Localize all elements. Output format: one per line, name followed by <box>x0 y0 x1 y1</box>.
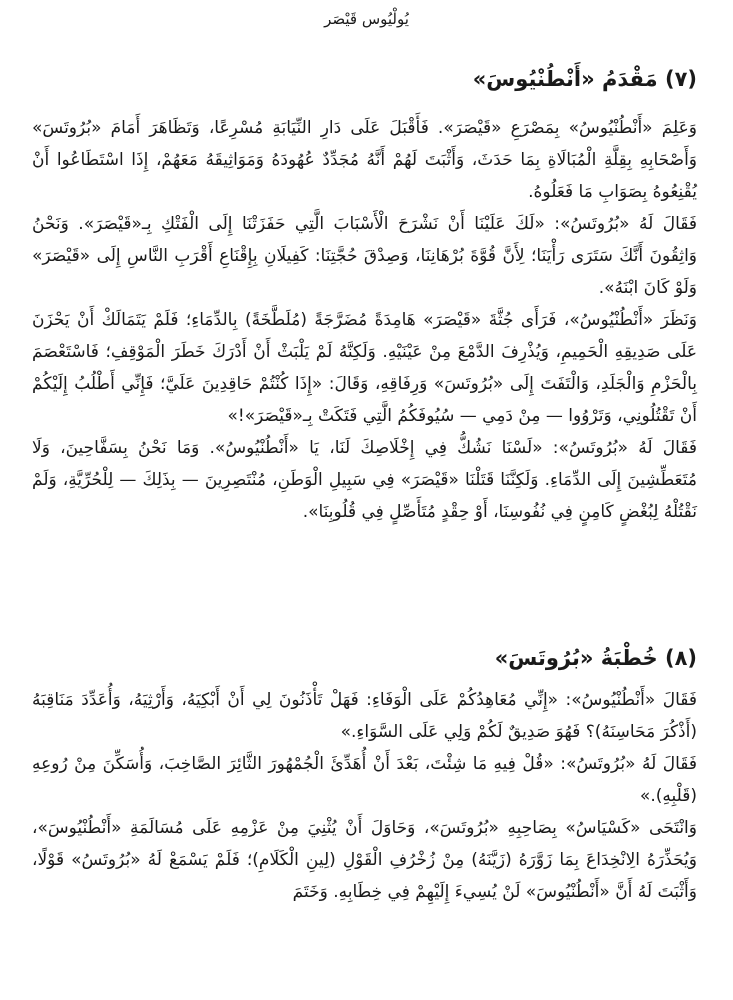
paragraph: وَانْتَحَى «كَسْيَاسُ» بِصَاحِبِهِ «بُرُوتَسَ»، وَحَاوَلَ أَنْ يُثْنِيَ مِنْ عَزْمِهِ عَلَى مُسَالَمَةِ «أَنْطُنْيُوسَ»، وَيُحَذِّرَهُ الِانْخِدَاعَ بِمَا زَوَّرَهُ (زَيَّنَهُ) مِنْ زُخْرُفِ الْقَوْلِ (لِينِ الْكَلَامِ)؛ فَلَمْ يَسْمَعْ لَهُ «بُرُوتَسُ» قَوْلًا، وَأَثْبَتَ لَهُ أَنَّ «أَنْطُنْيُوسَ» لَنْ يُسِيءَ إِلَيْهِمْ فِي خِطَابِهِ. وَخَتَمَ <box>32 818 697 902</box>
section-7-body <box>32 112 697 528</box>
paragraph: فَقَالَ لَهُ «بُرُوتَسُ»: «قُلْ فِيهِ مَا شِئْتَ، بَعْدَ أَنْ أُهَدِّئَ الْجُمْهُورَ الثَّائِرَ الصَّاخِبَ، وَأُسَكِّنَ مِنْ رُوعِهِ (قَلْبِهِ).» <box>32 754 697 806</box>
paragraph: فَقَالَ لَهُ «بُرُوتَسُ»: «لَسْنَا نَشُكُّ فِي إِخْلَاصِكَ لَنَا، يَا «أَنْطُنْيُوسُ». وَمَا نَحْنُ بِسَفَّاحِينَ، وَلَا مُتَعَطِّشِينَ إِلَى الدِّمَاءِ. وَلَكِنَّنَا قَتَلْنَا «قَيْصَرَ» فِي سَبِيلِ الْوَطَنِ، مُنْتَصِرِينَ — بِذَلِكَ — لِلْحُرِّيَّةِ، وَلَمْ نَقْتُلْهُ لِبُغْضٍ كَامِنٍ فِي نُفُوسِنَا، أَوْ حِقْدٍ مُتَأَصِّلٍ فِي قُلُوبِنَا». <box>32 438 697 522</box>
paragraph: وَنَظَرَ «أَنْطُنْيُوسُ»، فَرَأَى جُثَّةَ «قَيْصَرَ» هَامِدَةً مُضَرَّجَةً (مُلَطَّخَةً) بِالدِّمَاءِ؛ فَلَمْ يَتَمَالَكْ أَنْ يَحْزَنَ عَلَى صَدِيقِهِ الْحَمِيمِ، وَيُذْرِفَ الدَّمْعَ مِنْ عَيْنَيْهِ. وَلَكِنَّهُ لَمْ يَلْبَثْ أَنْ أَدْرَكَ خَطَرَ الْمَوْقِفِ؛ فَاسْتَعْصَمَ بِالْحَزْمِ وَالْجَلَدِ، وَالْتَفَتَ إِلَى «بُرُوتَسَ» وَرِفَاقِهِ، وَقَالَ: «إِذَا كُنْتُمْ حَاقِدِينَ عَلَيَّ؛ فَإِنِّي أَطْلُبُ إِلَيْكُمْ أَنْ تَقْتُلُونِي، وَتَرْوُوا — مِنْ دَمِي — سُيُوفَكُمُ الَّتِي فَتَكَتْ بِـ«قَيْصَرَ»!» <box>32 310 697 426</box>
paragraph: فَقَالَ «أَنْطُنْيُوسُ»: «إِنِّي مُعَاهِدُكُمْ عَلَى الْوَفَاءِ: فَهَلْ تَأْذَنُونَ لِي أَنْ أَبْكِيَهُ، وَأَرْثِيَهُ، وَأُعَدِّدَ مَنَاقِبَهُ (أَذْكُرَ مَحَاسِنَهُ)؟ فَهُوَ صَدِيقٌ لَكُمْ وَلِي عَلَى السَّوَاءِ.» <box>32 690 697 742</box>
section-title-7: (٧) مَقْدَمُ «أَنْطُنْيُوسَ» <box>472 67 697 91</box>
section-title-8: (٨) خُطْبَةُ «بُرُوتَسَ» <box>494 646 697 670</box>
paragraph: فَقَالَ لَهُ «بُرُوتَسُ»: «لَكَ عَلَيْنَا أَنْ نَشْرَحَ الْأَسْبَابَ الَّتِي حَفَزَتْنَا إِلَى الْفَتْكِ بِـ«قَيْصَرَ». وَنَحْنُ وَاثِقُونَ أَنَّكَ سَتَرَى رَأْيَنَا؛ لِأَنَّ قُوَّةَ بُرْهَانِنَا، وَصِدْقَ حُجَّتِنَا: كَفِيلَانِ بِإِقْنَاعِ أَقْرَبِ النَّاسِ إِلَى «قَيْصَرَ» وَلَوْ كَانَ ابْنَهُ». <box>32 214 697 298</box>
section-8-body <box>32 684 697 908</box>
running-head: يُولْيُوس قَيْصَر <box>324 10 409 28</box>
paragraph: وَعَلِمَ «أَنْطُنْيُوسُ» بِمَصْرَعِ «قَيْصَرَ». فَأَقْبَلَ عَلَى دَارِ النِّيَابَةِ مُسْرِعًا، وَتَظَاهَرَ أَمَامَ «بُرُوتَسَ» وَأَصْحَابِهِ بِقِلَّةِ الْمُبَالَاةِ بِمَا حَدَثَ، وَأَثْبَتَ لَهُمْ أَنَّهُ مُجَدِّدٌ عُهُودَهُ وَمَوَاثِيقَهُ مَعَهُمْ، إِذَا اسْتَطَاعُوا أَنْ يُقْنِعُوهُ بِصَوَابِ مَا فَعَلُوهُ. <box>32 118 697 202</box>
